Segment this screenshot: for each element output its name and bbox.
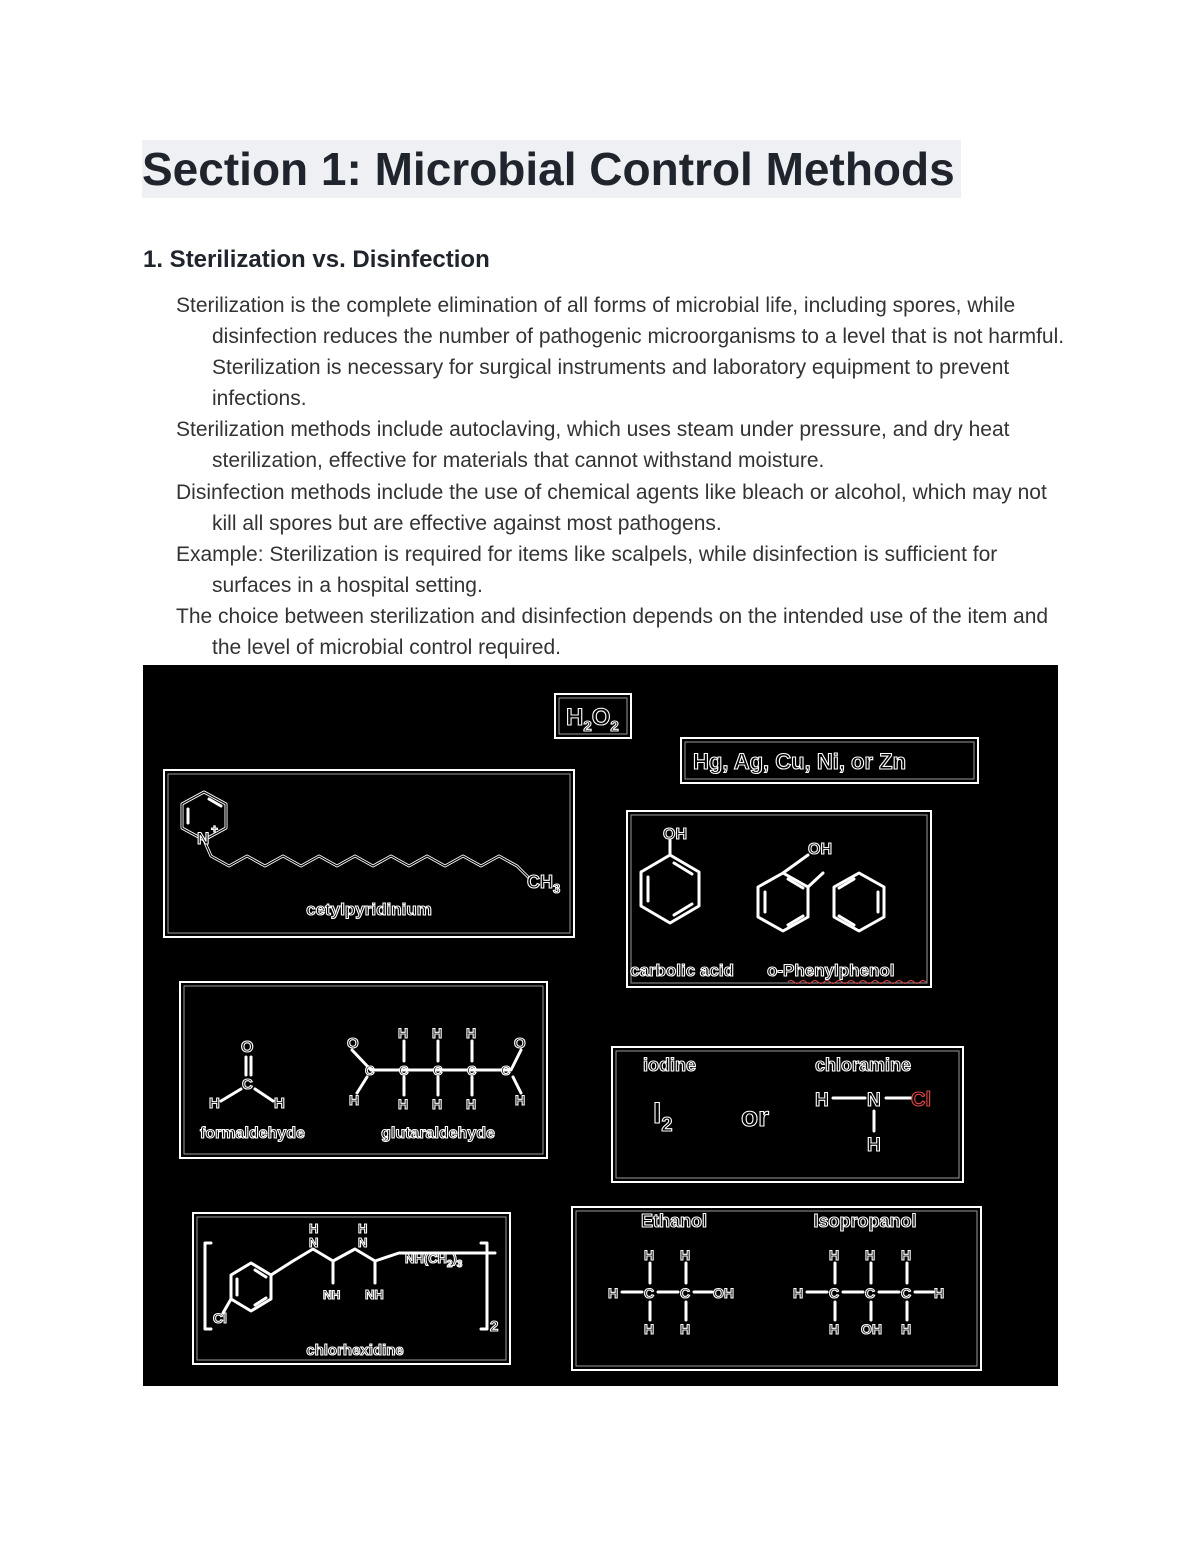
ethanol-h-left: H <box>608 1285 619 1301</box>
chlorhexidine-box <box>193 1213 510 1364</box>
ethanol-h1: H <box>644 1247 655 1263</box>
cetylpyridinium-name: cetylpyridinium <box>306 900 432 919</box>
paragraph-5: The choice between sterilization and disinfection depends on the intended use of the item and the level of microbial control required. <box>176 604 1049 660</box>
chlorhexidine-chain-sub: 2 <box>446 1259 453 1270</box>
h2o2-h: H <box>566 704 584 731</box>
iodine-label: iodine <box>643 1055 696 1075</box>
glutaraldehyde-name: glutaraldehyde <box>381 1125 495 1142</box>
glutaraldehyde-h4: H <box>398 1096 409 1112</box>
ethanol-h3: H <box>644 1321 655 1337</box>
chlorhexidine-bracket-sub: 2 <box>490 1318 499 1335</box>
paragraph-4: Example: Sterilization is required for items like scalpels, while disinfection is sufficient for surfaces in a hospital setting. <box>176 542 998 597</box>
glutaraldehyde-h7: H <box>349 1092 360 1108</box>
chlorhexidine-h2: H <box>358 1221 368 1236</box>
pyridinium-plus: + <box>211 822 219 836</box>
chlorhexidine-nh1: NH <box>323 1288 341 1302</box>
glutaraldehyde-o2: O <box>514 1035 526 1052</box>
formaldehyde-name: formaldehyde <box>200 1125 305 1142</box>
chlorhexidine-name: chlorhexidine <box>306 1342 404 1359</box>
glutaraldehyde-h2: H <box>432 1025 443 1041</box>
glutaraldehyde-c4: C <box>467 1063 477 1078</box>
ethanol-oh: OH <box>713 1285 734 1301</box>
chloramine-n: N <box>867 1090 881 1111</box>
glutaraldehyde-c5: C <box>501 1063 511 1078</box>
glutaraldehyde-h1: H <box>398 1025 409 1041</box>
chlorhexidine-chain-sub2: 3 <box>456 1259 463 1270</box>
formaldehyde-h1: H <box>209 1095 220 1112</box>
pyridinium-n: N <box>197 829 210 848</box>
iodine-sub: 2 <box>661 1114 673 1136</box>
cetylpyridinium-box <box>164 770 574 937</box>
phenol-oh: OH <box>663 826 687 843</box>
isopropanol-h2: H <box>865 1247 876 1263</box>
chlorhexidine-n2: N <box>358 1235 368 1250</box>
glutaraldehyde-c3: C <box>433 1063 443 1078</box>
h2o2-sub2: 2 <box>610 718 619 735</box>
ethanol-h2: H <box>680 1247 691 1263</box>
ethanol-c1: C <box>644 1285 655 1301</box>
isopropanol-h-right: H <box>934 1285 945 1301</box>
chemical-agents-figure <box>143 665 1058 1386</box>
chloramine-label: chloramine <box>815 1055 912 1075</box>
alcohols-box <box>572 1207 981 1370</box>
paragraph-1: Sterilization is the complete elimination of all forms of microbial life, including spores, while disinfection reduces the number of pathogenic microorganisms to a level that is not harmful. Sterilization is necessary for surgical instruments and laboratory equipment to prevent infections. <box>176 294 1065 411</box>
chlorhexidine-nh2: NH <box>365 1287 384 1302</box>
chloramine-cl: Cl <box>911 1089 931 1111</box>
ch3-main: CH <box>527 872 553 892</box>
svg-text:H2O2 <box>566 704 619 735</box>
ch3-sub: 3 <box>553 881 561 896</box>
paragraph-2: Sterilization methods include autoclaving, which uses steam under pressure, and dry heat sterilization, effective for materials that cannot withstand moisture. <box>176 418 1010 473</box>
iodine-i: I <box>653 1097 662 1130</box>
phenylphenol-name: o-Phenylphenol <box>767 961 895 980</box>
isopropanol-c3: C <box>901 1285 912 1301</box>
phenylphenol-oh: OH <box>808 841 832 858</box>
formaldehyde-c: C <box>242 1076 253 1093</box>
chlorhexidine-chain-close: ) <box>452 1251 457 1266</box>
h2o2-sub1: 2 <box>583 718 592 735</box>
chloramine-h1: H <box>815 1090 829 1111</box>
halogens-box <box>612 1047 963 1182</box>
svg-text:CH3 <box>527 872 560 896</box>
or-text: or <box>741 1101 769 1132</box>
page-title: Section 1: Microbial Control Methods <box>142 140 961 198</box>
ethanol-h4: H <box>680 1321 691 1337</box>
metals-label: Hg, Ag, Cu, Ni, or Zn <box>693 749 907 774</box>
formaldehyde-h2: H <box>274 1095 285 1112</box>
isopropanol-h1: H <box>829 1247 840 1263</box>
ethanol-c2: C <box>680 1285 691 1301</box>
carbolic-acid-name: carbolic acid <box>630 961 734 980</box>
chloramine-h2: H <box>867 1135 881 1156</box>
glutaraldehyde-h8: H <box>515 1092 526 1108</box>
isopropanol-h5: H <box>901 1321 912 1337</box>
isopropanol-label: Isopropanol <box>813 1211 917 1231</box>
isopropanol-c2: C <box>865 1285 876 1301</box>
glutaraldehyde-o1: O <box>347 1035 359 1052</box>
isopropanol-oh: OH <box>861 1321 882 1337</box>
isopropanol-h-left: H <box>793 1285 804 1301</box>
glutaraldehyde-h6: H <box>466 1096 477 1112</box>
glutaraldehyde-c2: C <box>399 1063 409 1078</box>
phenols-box <box>627 811 931 987</box>
isopropanol-h4: H <box>829 1321 840 1337</box>
body-text <box>176 290 1066 663</box>
section-heading: 1. Sterilization vs. Disinfection <box>143 246 490 273</box>
ethanol-label: Ethanol <box>641 1211 707 1231</box>
glutaraldehyde-c1: C <box>365 1063 375 1078</box>
isopropanol-c1: C <box>829 1285 840 1301</box>
aldehydes-box <box>180 982 547 1158</box>
svg-text:NH(CH2)3 <box>405 1251 463 1270</box>
chlorhexidine-chain: NH(CH <box>405 1251 447 1266</box>
chlorhexidine-cl: Cl <box>213 1310 227 1326</box>
glutaraldehyde-h3: H <box>466 1025 477 1041</box>
glutaraldehyde-h5: H <box>432 1096 443 1112</box>
chlorhexidine-n1: N <box>309 1235 319 1250</box>
h2o2-box <box>555 694 631 738</box>
metals-box <box>681 738 978 783</box>
chlorhexidine-h1: H <box>309 1221 319 1236</box>
svg-text:I2 <box>653 1097 672 1136</box>
isopropanol-h3: H <box>901 1247 912 1263</box>
paragraph-3: Disinfection methods include the use of chemical agents like bleach or alcohol, which may not kill all spores but are effective against most pathogens. <box>176 480 1047 535</box>
formaldehyde-o: O <box>241 1039 254 1056</box>
h2o2-o: O <box>591 704 611 731</box>
